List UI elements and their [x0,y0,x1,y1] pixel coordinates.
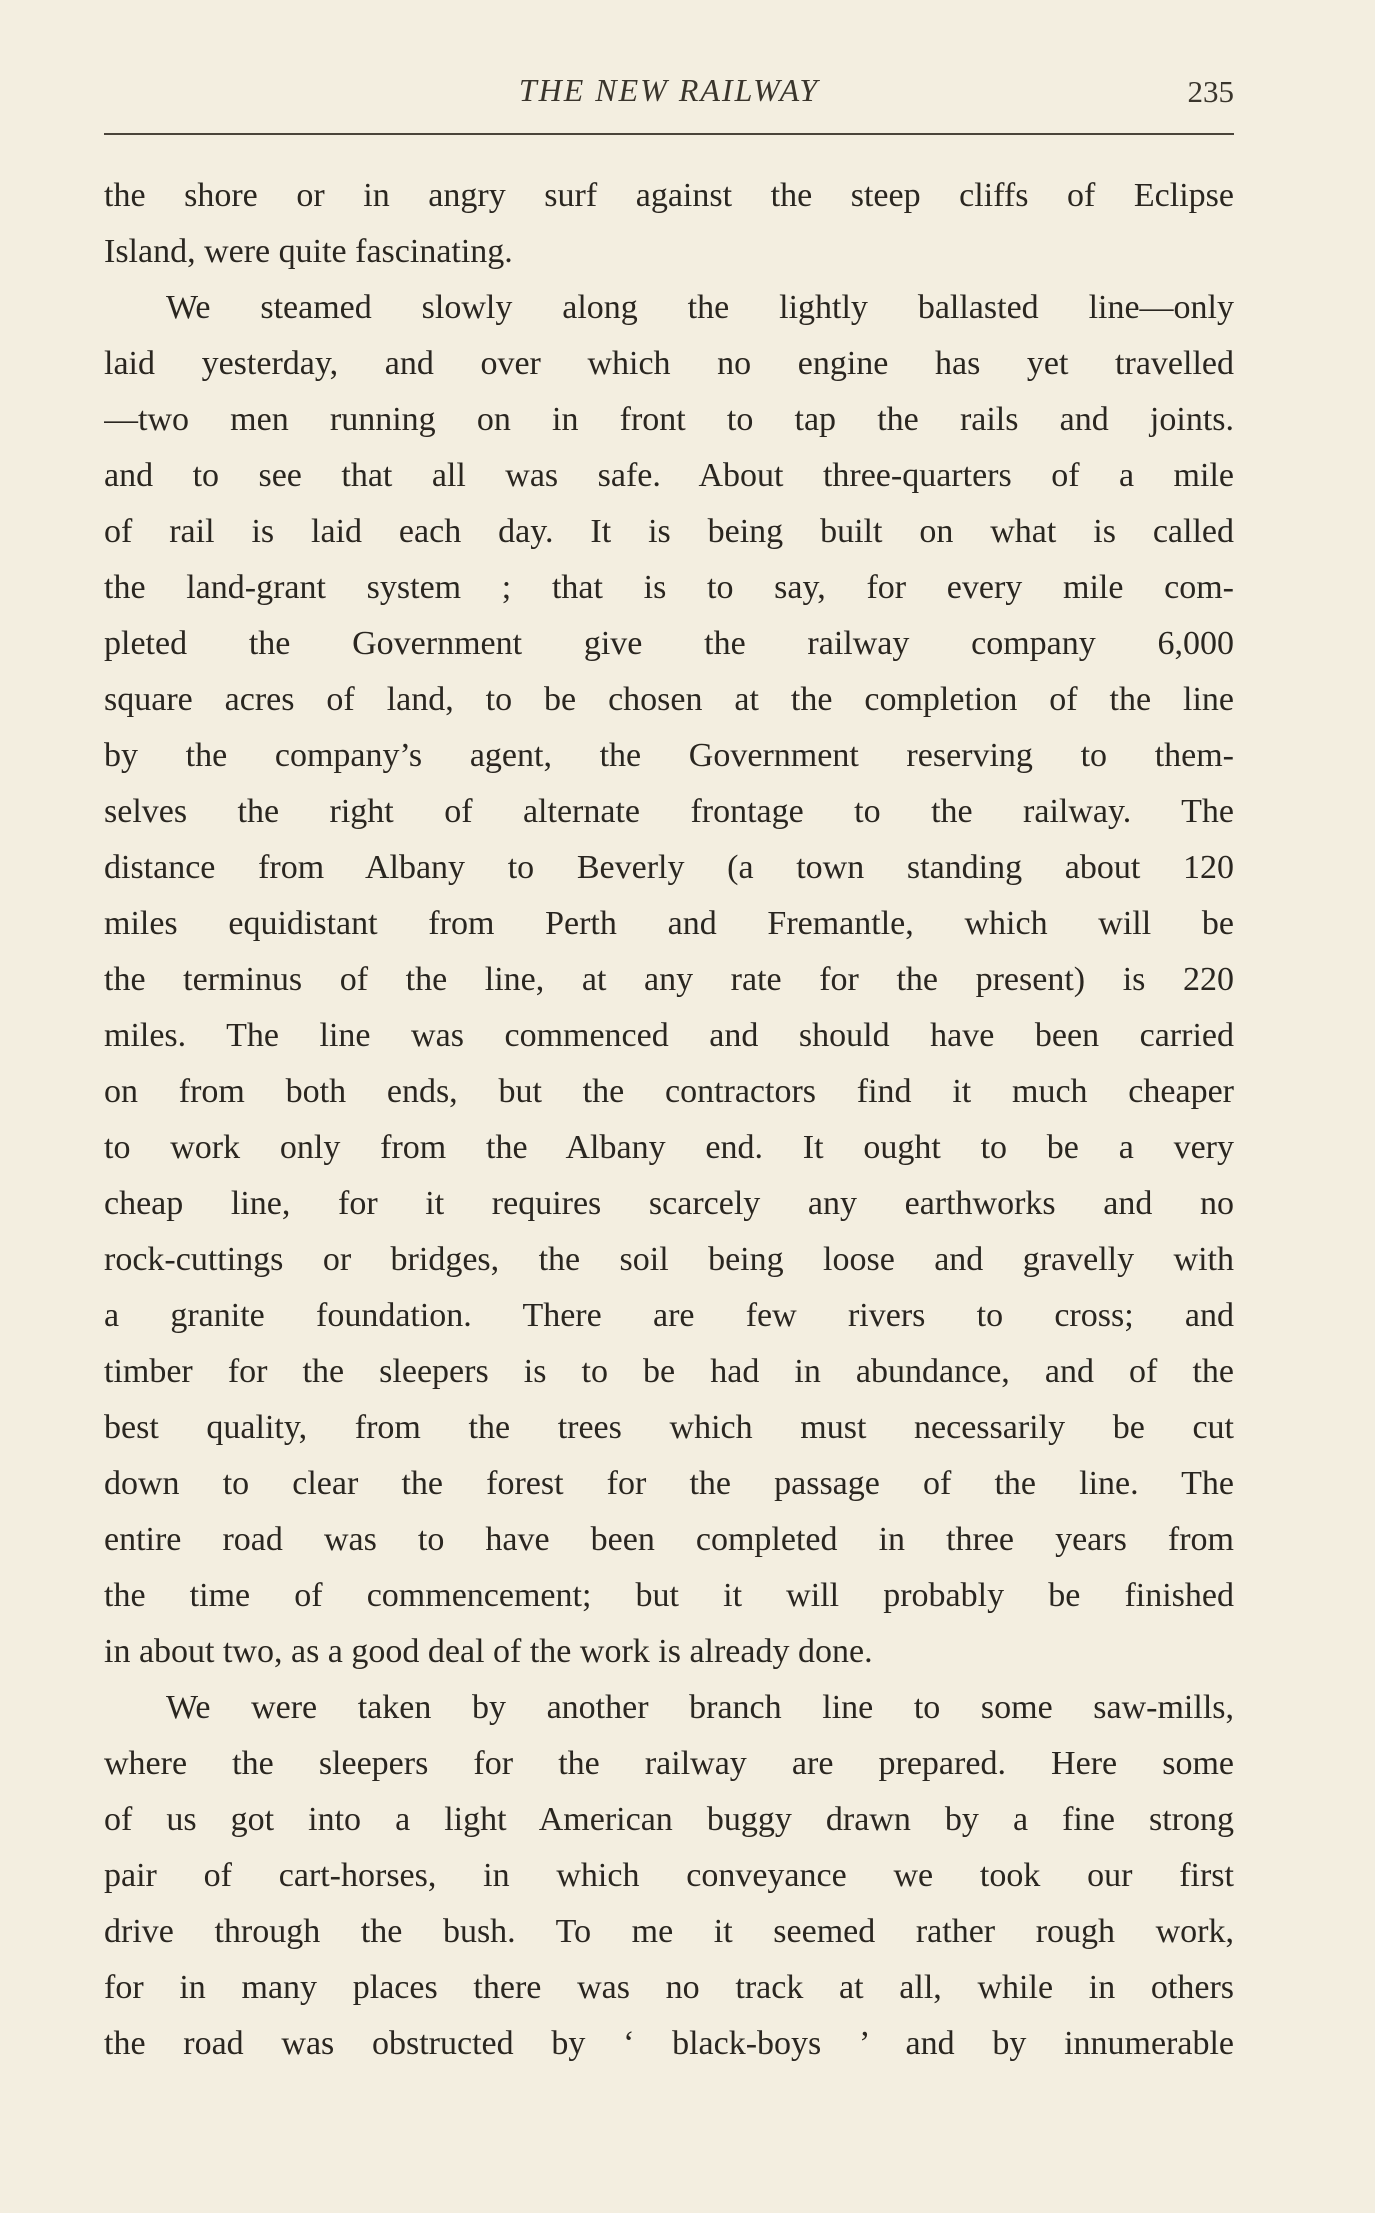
text-line: best quality, from the trees which must necessarily be cut [104,1409,1234,1446]
body-text [104,168,1234,2072]
text-line: and to see that all was safe. About three-quarters of a mile [104,457,1234,494]
text-line: We were taken by another branch line to some saw-mills, [166,1689,1234,1726]
text-line: timber for the sleepers is to be had in abundance, and of the [104,1353,1234,1390]
text-line: the shore or in angry surf against the steep cliffs of Eclipse [104,177,1234,214]
text-line: miles. The line was commenced and should have been carried [104,1017,1234,1054]
running-head [104,66,1234,114]
text-line: We steamed slowly along the lightly ballasted line—only [166,289,1234,326]
text-line: a granite foundation. There are few rivers to cross; and [104,1297,1234,1334]
text-line: of us got into a light American buggy drawn by a fine strong [104,1801,1234,1838]
text-line: square acres of land, to be chosen at the completion of the line [104,681,1234,718]
text-line: by the company’s agent, the Government reserving to them- [104,737,1234,774]
text-line: on from both ends, but the contractors find it much cheaper [104,1073,1234,1110]
text-line: the land-grant system ; that is to say, for every mile com- [104,569,1234,606]
text-line: rock-cuttings or bridges, the soil being loose and gravelly with [104,1241,1234,1278]
running-title: THE NEW RAILWAY [518,72,820,108]
text-line: —two men running on in front to tap the rails and joints. [104,401,1234,438]
text-line: for in many places there was no track at all, while in others [104,1969,1234,2006]
text-line: to work only from the Albany end. It ought to be a very [104,1129,1234,1166]
text-line: miles equidistant from Perth and Fremantle, which will be [104,905,1234,942]
text-line: selves the right of alternate frontage to the railway. The [104,793,1234,830]
text-line: pleted the Government give the railway company 6,000 [104,625,1234,662]
text-line: where the sleepers for the railway are prepared. Here some [104,1745,1234,1782]
text-line: in about two, as a good deal of the work is already done. [104,1633,873,1670]
text-line: laid yesterday, and over which no engine has yet travelled [104,345,1234,382]
text-line: cheap line, for it requires scarcely any earthworks and no [104,1185,1234,1222]
text-line: Island, were quite fascinating. [104,233,513,270]
text-line: distance from Albany to Beverly (a town standing about 120 [104,849,1234,886]
text-line: entire road was to have been completed in three years from [104,1521,1234,1558]
text-line: down to clear the forest for the passage of the line. The [104,1465,1234,1502]
text-line: the terminus of the line, at any rate for the present) is 220 [104,961,1234,998]
page-number: 235 [1187,74,1234,109]
header-rule [104,133,1234,135]
text-line: the time of commencement; but it will probably be finished [104,1577,1234,1614]
text-line: the road was obstructed by ‘ black-boys ’ and by innumerable [104,2025,1234,2062]
text-line: pair of cart-horses, in which conveyance we took our first [104,1857,1234,1894]
text-line: of rail is laid each day. It is being built on what is called [104,513,1234,550]
text-line: drive through the bush. To me it seemed rather rough work, [104,1913,1234,1950]
